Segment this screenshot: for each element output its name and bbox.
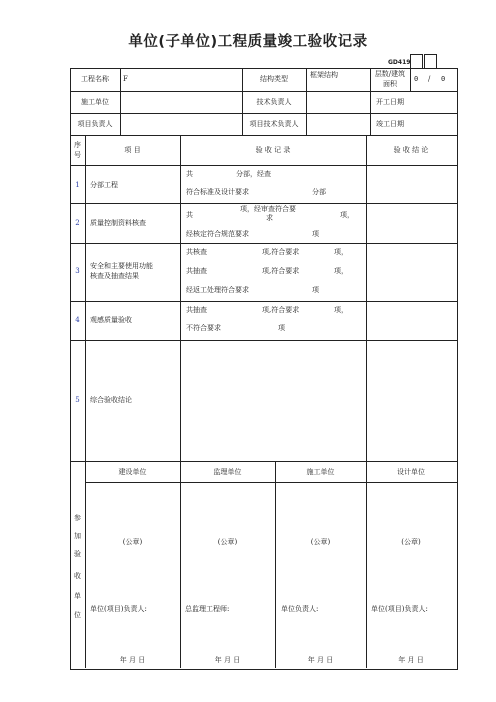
area-value: 0	[441, 75, 446, 83]
row-1-item: 分部工程	[90, 181, 118, 189]
side-label-char: 收	[74, 572, 81, 580]
seal-placeholder: (公章)	[401, 538, 421, 546]
row-3-line: 项	[312, 286, 319, 294]
row-4-line: 项	[278, 324, 285, 332]
row-3-line: 项,符合要求	[262, 267, 300, 275]
construction-unit-label: 施工单位	[81, 98, 109, 106]
conclusion-header: 验 收 结 论	[393, 146, 429, 154]
start-date-label: 开工日期	[376, 98, 404, 106]
floors-area-label-2: 面积	[383, 80, 397, 88]
row-4-line: 不符合要求	[186, 324, 221, 332]
row-1-line: 分部，经查	[236, 170, 271, 178]
row-2-item: 质量控制资料核查	[90, 219, 146, 227]
structure-type-value: 框架结构	[310, 71, 338, 79]
row-2-line: 项	[312, 230, 319, 238]
project-name-value: F	[123, 75, 128, 83]
side-label-char: 验	[74, 550, 81, 558]
date-field[interactable]: 年 月 日	[307, 656, 334, 664]
signature-field[interactable]: 单位(项目)负责人:	[90, 605, 147, 613]
project-tech-lead-label: 项目技术负责人	[249, 120, 299, 128]
form-code-box-1	[410, 54, 423, 69]
form-code: GD419	[388, 59, 411, 66]
row-2-line: 项，	[340, 211, 354, 219]
row-2-line: 项，经审查符合要	[240, 205, 296, 213]
unit-name-design: 设计单位	[397, 468, 425, 476]
seal-placeholder: (公章)	[122, 538, 143, 546]
floors-value: 0	[414, 75, 419, 83]
row-5-num: 5	[75, 396, 80, 404]
row-4-line: 项，	[334, 306, 348, 314]
form-table	[70, 68, 458, 670]
date-field[interactable]: 年 月 日	[398, 656, 424, 664]
row-4-item: 观感质量验收	[90, 316, 132, 324]
side-label-char: 参	[74, 514, 81, 522]
project-name-label: 工程名称	[81, 75, 109, 83]
signature-field[interactable]: 单位负责人:	[281, 605, 319, 613]
row-3-item-2: 核查及抽查结果	[90, 272, 139, 280]
finish-date-label: 竣工日期	[376, 120, 404, 128]
side-label-char: 加	[74, 532, 81, 540]
unit-name-supervision: 监理单位	[213, 468, 242, 476]
project-lead-label: 项目负责人	[77, 120, 113, 128]
row-2-num: 2	[75, 219, 80, 227]
signature-field[interactable]: 总监理工程师:	[185, 605, 230, 613]
row-1-line: 符合标准及设计要求	[186, 188, 249, 196]
row-1-num: 1	[75, 181, 80, 189]
row-3-line: 共抽查	[186, 267, 207, 275]
date-field[interactable]: 年 月 日	[214, 656, 241, 664]
row-4-num: 4	[75, 316, 80, 324]
unit-name-contractor: 施工单位	[306, 468, 335, 476]
row-3-line: 项，	[334, 267, 348, 275]
row-3-line: 项,符合要求	[262, 248, 300, 256]
unit-name-construction-owner: 建设单位	[118, 468, 147, 476]
row-3-line: 经返工处理符合要求	[186, 286, 249, 294]
row-1-line: 分部	[312, 188, 326, 196]
structure-type-label: 结构类型	[260, 75, 288, 83]
record-header: 验 收 记 录	[255, 146, 291, 154]
row-2-line: 共	[186, 211, 193, 219]
tech-lead-label: 技术负责人	[256, 98, 292, 106]
row-4-line: 共抽查	[186, 306, 207, 314]
form-code-box-2	[424, 54, 437, 69]
row-4-line: 项,符合要求	[262, 306, 300, 314]
row-3-line: 共核查	[186, 248, 207, 256]
page-title: 单位(子单位)工程质量竣工验收记录	[128, 34, 368, 50]
seq-header: 序	[74, 141, 81, 149]
seal-placeholder: (公章)	[310, 538, 331, 546]
row-2-line: 经核定符合规范要求	[186, 230, 249, 238]
side-label-char: 单	[74, 592, 81, 600]
row-3-num: 3	[75, 267, 80, 275]
signature-field[interactable]: 单位(项目)负责人:	[371, 605, 428, 613]
seal-placeholder: (公章)	[217, 538, 238, 546]
item-header: 项 目	[124, 146, 141, 154]
date-field[interactable]: 年 月 日	[119, 656, 146, 664]
row-3-line: 项，	[334, 248, 348, 256]
row-2-line: 求	[266, 214, 273, 222]
row-5-item: 综合验收结论	[90, 396, 132, 404]
side-label-char: 位	[74, 611, 81, 619]
floors-area-label: 层数/建筑	[374, 70, 406, 78]
area-separator: /	[428, 75, 431, 83]
row-1-line: 共	[186, 170, 193, 178]
seq-header-2: 号	[74, 151, 81, 159]
row-3-item: 安全和主要使用功能	[90, 262, 153, 270]
